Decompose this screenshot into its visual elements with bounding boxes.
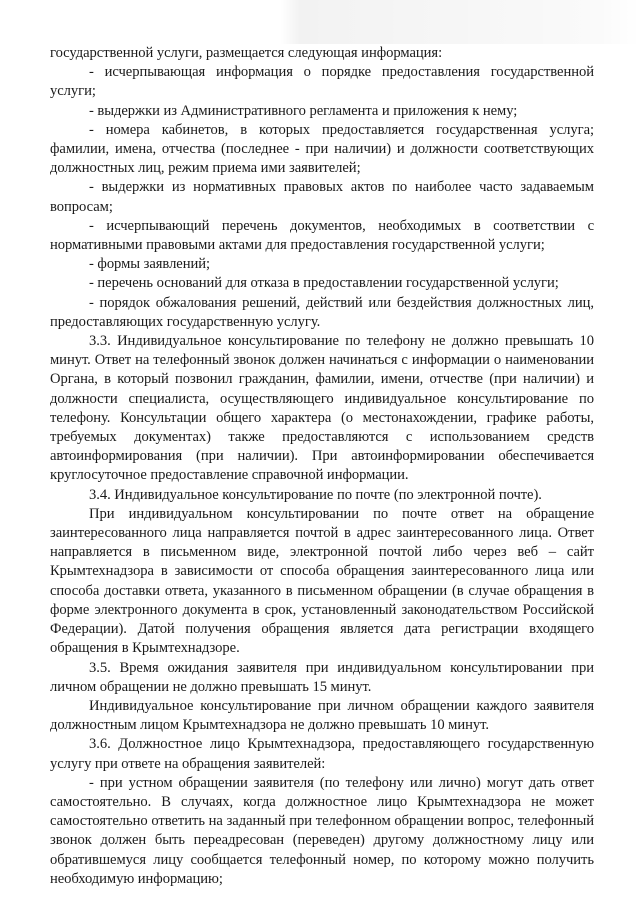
paragraph: - формы заявлений; (89, 256, 211, 273)
paragraph: - выдержки из Административного регламента и приложения к нему; (89, 102, 518, 119)
section-3-6-paragraph: 3.6. Должностное лицо Крымтехнадзора, предоставляющего государственную услугу при ответе на обращения заявителей: (50, 736, 594, 772)
section-3-4-heading: 3.4. Индивидуальное консультирование по почте (по электронной почте). (89, 486, 542, 503)
section-3-5-paragraph: 3.5. Время ожидания заявителя при индивидуальном консультировании при личном обращении не должно превышать 15 минут. (50, 659, 594, 695)
paragraph: При индивидуальном консультировании по почте ответ на обращение заинтересованного лица направляется почтой в адрес заинтересованного лица. Ответ направляется в письменном виде, электронной почтой либо через веб – сайт Крымтехнадзора в зависимости от способа обращения заинтересованного лица или способа доставки ответа, указанного в письменном обращении (в случае обращения в форме электронного документа в срок, установленный законодательством Российской Федерации). Датой получения обращения является дата регистрации входящего обращения в Крымтехнадзоре. (50, 505, 594, 657)
paragraph: - исчерпывающая информация о порядке предоставления государственной услуги; (50, 64, 594, 100)
section-3-3-paragraph: 3.3. Индивидуальное консультирование по телефону не должно превышать 10 минут. Ответ на телефонный звонок должен начинаться с информации о наименовании Органа, в который позвонил гражданин, фамилии, имени, отчестве (при наличии) и должности специалиста, осуществляющего индивидуальное консультирование по телефону. Консультации общего характера (о местонахождении, графике работы, требуемых документах) также предоставляются с использованием средств автоинформирования (при наличии). При автоинформировании обеспечивается круглосуточное предоставление справочной информации. (50, 333, 594, 484)
paragraph: - выдержки из нормативных правовых актов по наиболее часто задаваемым вопросам; (50, 179, 594, 215)
paragraph: Индивидуальное консультирование при личном обращении каждого заявителя должностным лицом Крымтехнадзора не должно превышать 10 минут. (50, 697, 594, 734)
document-body (50, 44, 594, 889)
paragraph: - при устном обращении заявителя (по телефону или лично) могут дать ответ самостоятельно. В случаях, когда должностное лицо Крымтехнадзора не может самостоятельно ответить на заданный при телефонном обращении вопрос, телефонный звонок должен быть переадресован (переведен) другому должностному лицу или обратившемуся лицу сообщается телефонный номер, по которому можно получить необходимую информацию; (50, 774, 594, 887)
paragraph: - порядок обжалования решений, действий или бездействия должностных лиц, предоставляющих государственную услугу. (50, 294, 594, 330)
paragraph: - номера кабинетов, в которых предоставляется государственная услуга; фамилии, имена, отчества (последнее - при наличии) и должности соответствующих должностных лиц, режим приема ими заявителей; (50, 121, 594, 177)
scan-bleed-through (0, 0, 640, 44)
paragraph: - перечень оснований для отказа в предоставлении государственной услуги; (89, 275, 559, 292)
paragraph: - исчерпывающий перечень документов, необходимых в соответствии с нормативными правовыми актами для предоставления государственной услуги; (50, 217, 594, 254)
paragraph: государственной услуги, размещается следующая информация: (50, 45, 443, 61)
